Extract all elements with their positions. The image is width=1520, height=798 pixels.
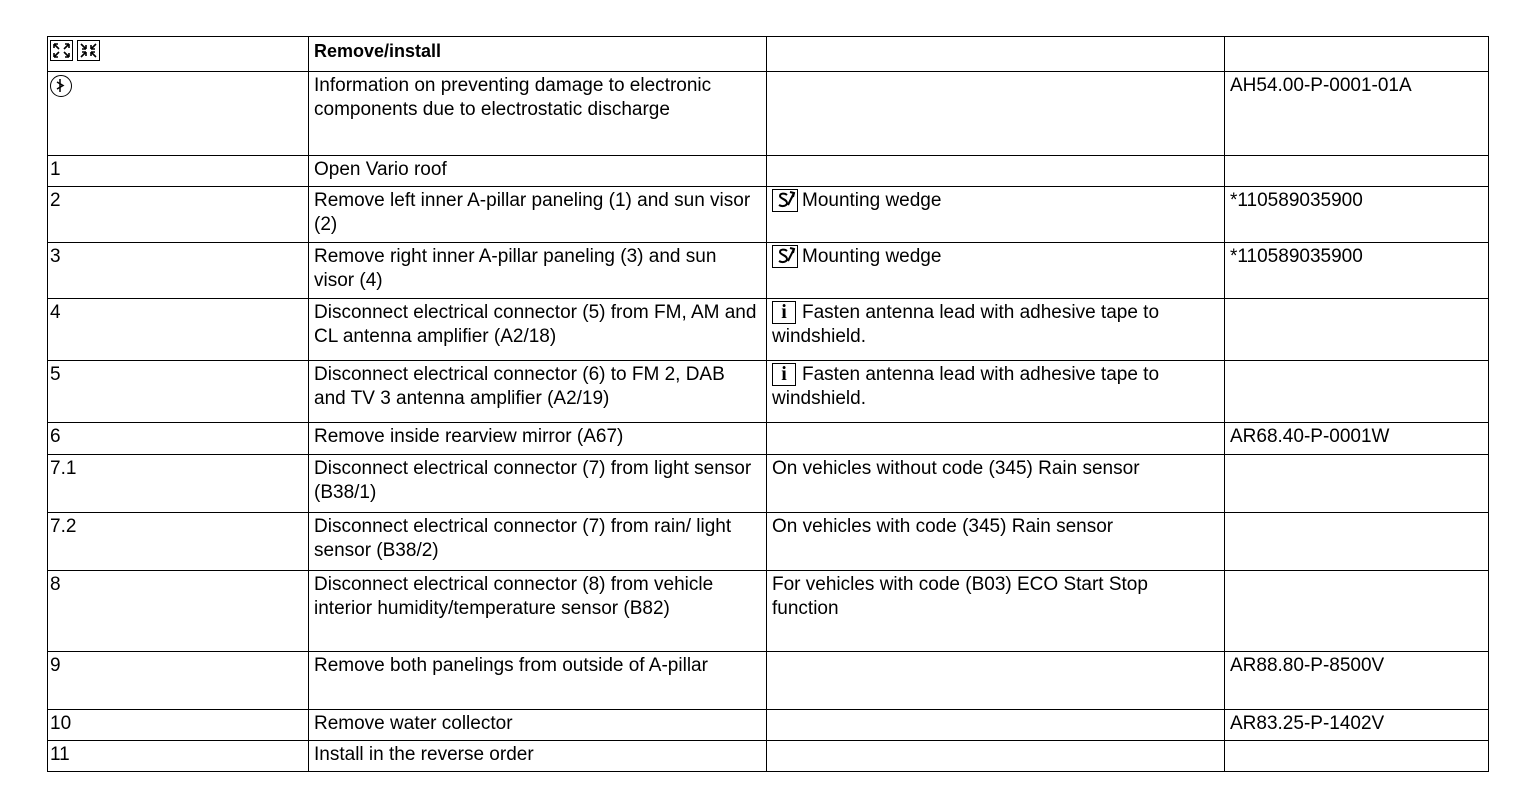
note-text: Fasten antenna lead with adhesive tape to windshield.: [772, 302, 1160, 347]
table-row: [48, 513, 1489, 571]
table-row: [48, 243, 1489, 299]
table-row: [48, 455, 1489, 513]
table-row: [48, 710, 1489, 741]
header-note: [767, 37, 1225, 72]
collapse-arrows-icon[interactable]: [77, 40, 100, 61]
note-cell: [767, 243, 1225, 299]
table-row: [48, 156, 1489, 187]
ref-cell: [1225, 455, 1489, 513]
expand-arrows-icon[interactable]: [50, 40, 73, 61]
table-row: [48, 299, 1489, 361]
step-cell: 11: [48, 741, 309, 772]
ref-link[interactable]: AR88.80-P-8500V: [1225, 652, 1489, 710]
procedure-table: [47, 36, 1489, 772]
special-tool-icon[interactable]: [772, 189, 798, 212]
table-row: [48, 741, 1489, 772]
note-text: Mounting wedge: [802, 246, 942, 267]
task-cell: Remove water collector: [309, 710, 767, 741]
task-cell: Disconnect electrical connector (5) from FM, AM and CL antenna amplifier (A2/18): [309, 299, 767, 361]
ref-cell: [1225, 513, 1489, 571]
task-cell: Install in the reverse order: [309, 741, 767, 772]
step-cell: 9: [48, 652, 309, 710]
task-cell: Remove right inner A-pillar paneling (3) and sun visor (4): [309, 243, 767, 299]
table-row: [48, 72, 1489, 156]
step-cell: 1: [48, 156, 309, 187]
note-cell: [767, 741, 1225, 772]
special-tool-icon[interactable]: [772, 245, 798, 268]
note-cell: [767, 423, 1225, 455]
step-cell: 7.1: [48, 455, 309, 513]
info-icon[interactable]: i: [772, 301, 796, 324]
note-text: Mounting wedge: [802, 190, 942, 211]
part-number: *110589035900: [1225, 243, 1489, 299]
task-cell: Disconnect electrical connector (6) to FM 2, DAB and TV 3 antenna amplifier (A2/19): [309, 361, 767, 423]
table-header-row: [48, 37, 1489, 72]
ref-cell: [1225, 571, 1489, 652]
note-cell: On vehicles without code (345) Rain sensor: [767, 455, 1225, 513]
header-icons-cell: [48, 37, 309, 72]
task-cell: Remove inside rearview mirror (A67): [309, 423, 767, 455]
note-cell: [767, 299, 1225, 361]
step-cell: 5: [48, 361, 309, 423]
table-row: [48, 652, 1489, 710]
ref-link[interactable]: AR68.40-P-0001W: [1225, 423, 1489, 455]
table-row: [48, 187, 1489, 243]
step-cell: 3: [48, 243, 309, 299]
esd-warning-icon: [50, 75, 72, 97]
step-cell: 4: [48, 299, 309, 361]
note-cell: [767, 652, 1225, 710]
ref-cell: [1225, 741, 1489, 772]
step-cell: 6: [48, 423, 309, 455]
step-cell: 2: [48, 187, 309, 243]
step-cell: 10: [48, 710, 309, 741]
header-ref: [1225, 37, 1489, 72]
note-text: Fasten antenna lead with adhesive tape to windshield.: [772, 364, 1160, 409]
ref-cell: [1225, 361, 1489, 423]
note-cell: [767, 361, 1225, 423]
task-cell: Disconnect electrical connector (7) from rain/ light sensor (B38/2): [309, 513, 767, 571]
ref-cell: [1225, 299, 1489, 361]
task-cell: Remove left inner A-pillar paneling (1) and sun visor (2): [309, 187, 767, 243]
note-cell: For vehicles with code (B03) ECO Start Stop function: [767, 571, 1225, 652]
note-cell: [767, 710, 1225, 741]
note-cell: [767, 187, 1225, 243]
step-cell: 7.2: [48, 513, 309, 571]
step-cell: 8: [48, 571, 309, 652]
ref-link[interactable]: AR83.25-P-1402V: [1225, 710, 1489, 741]
header-task: Remove/install: [309, 37, 767, 72]
task-cell: Disconnect electrical connector (8) from vehicle interior humidity/temperature sensor (B82): [309, 571, 767, 652]
task-cell: Open Vario roof: [309, 156, 767, 187]
task-cell: Information on preventing damage to electronic components due to electrostatic discharge: [309, 72, 767, 156]
table-row: [48, 571, 1489, 652]
table-row: [48, 361, 1489, 423]
note-cell: On vehicles with code (345) Rain sensor: [767, 513, 1225, 571]
task-cell: Disconnect electrical connector (7) from light sensor (B38/1): [309, 455, 767, 513]
ref-cell: [1225, 156, 1489, 187]
info-icon[interactable]: i: [772, 363, 796, 386]
ref-link[interactable]: AH54.00-P-0001-01A: [1225, 72, 1489, 156]
note-cell: [767, 156, 1225, 187]
part-number: *110589035900: [1225, 187, 1489, 243]
step-cell: [48, 72, 309, 156]
table-row: [48, 423, 1489, 455]
note-cell: [767, 72, 1225, 156]
task-cell: Remove both panelings from outside of A-pillar: [309, 652, 767, 710]
